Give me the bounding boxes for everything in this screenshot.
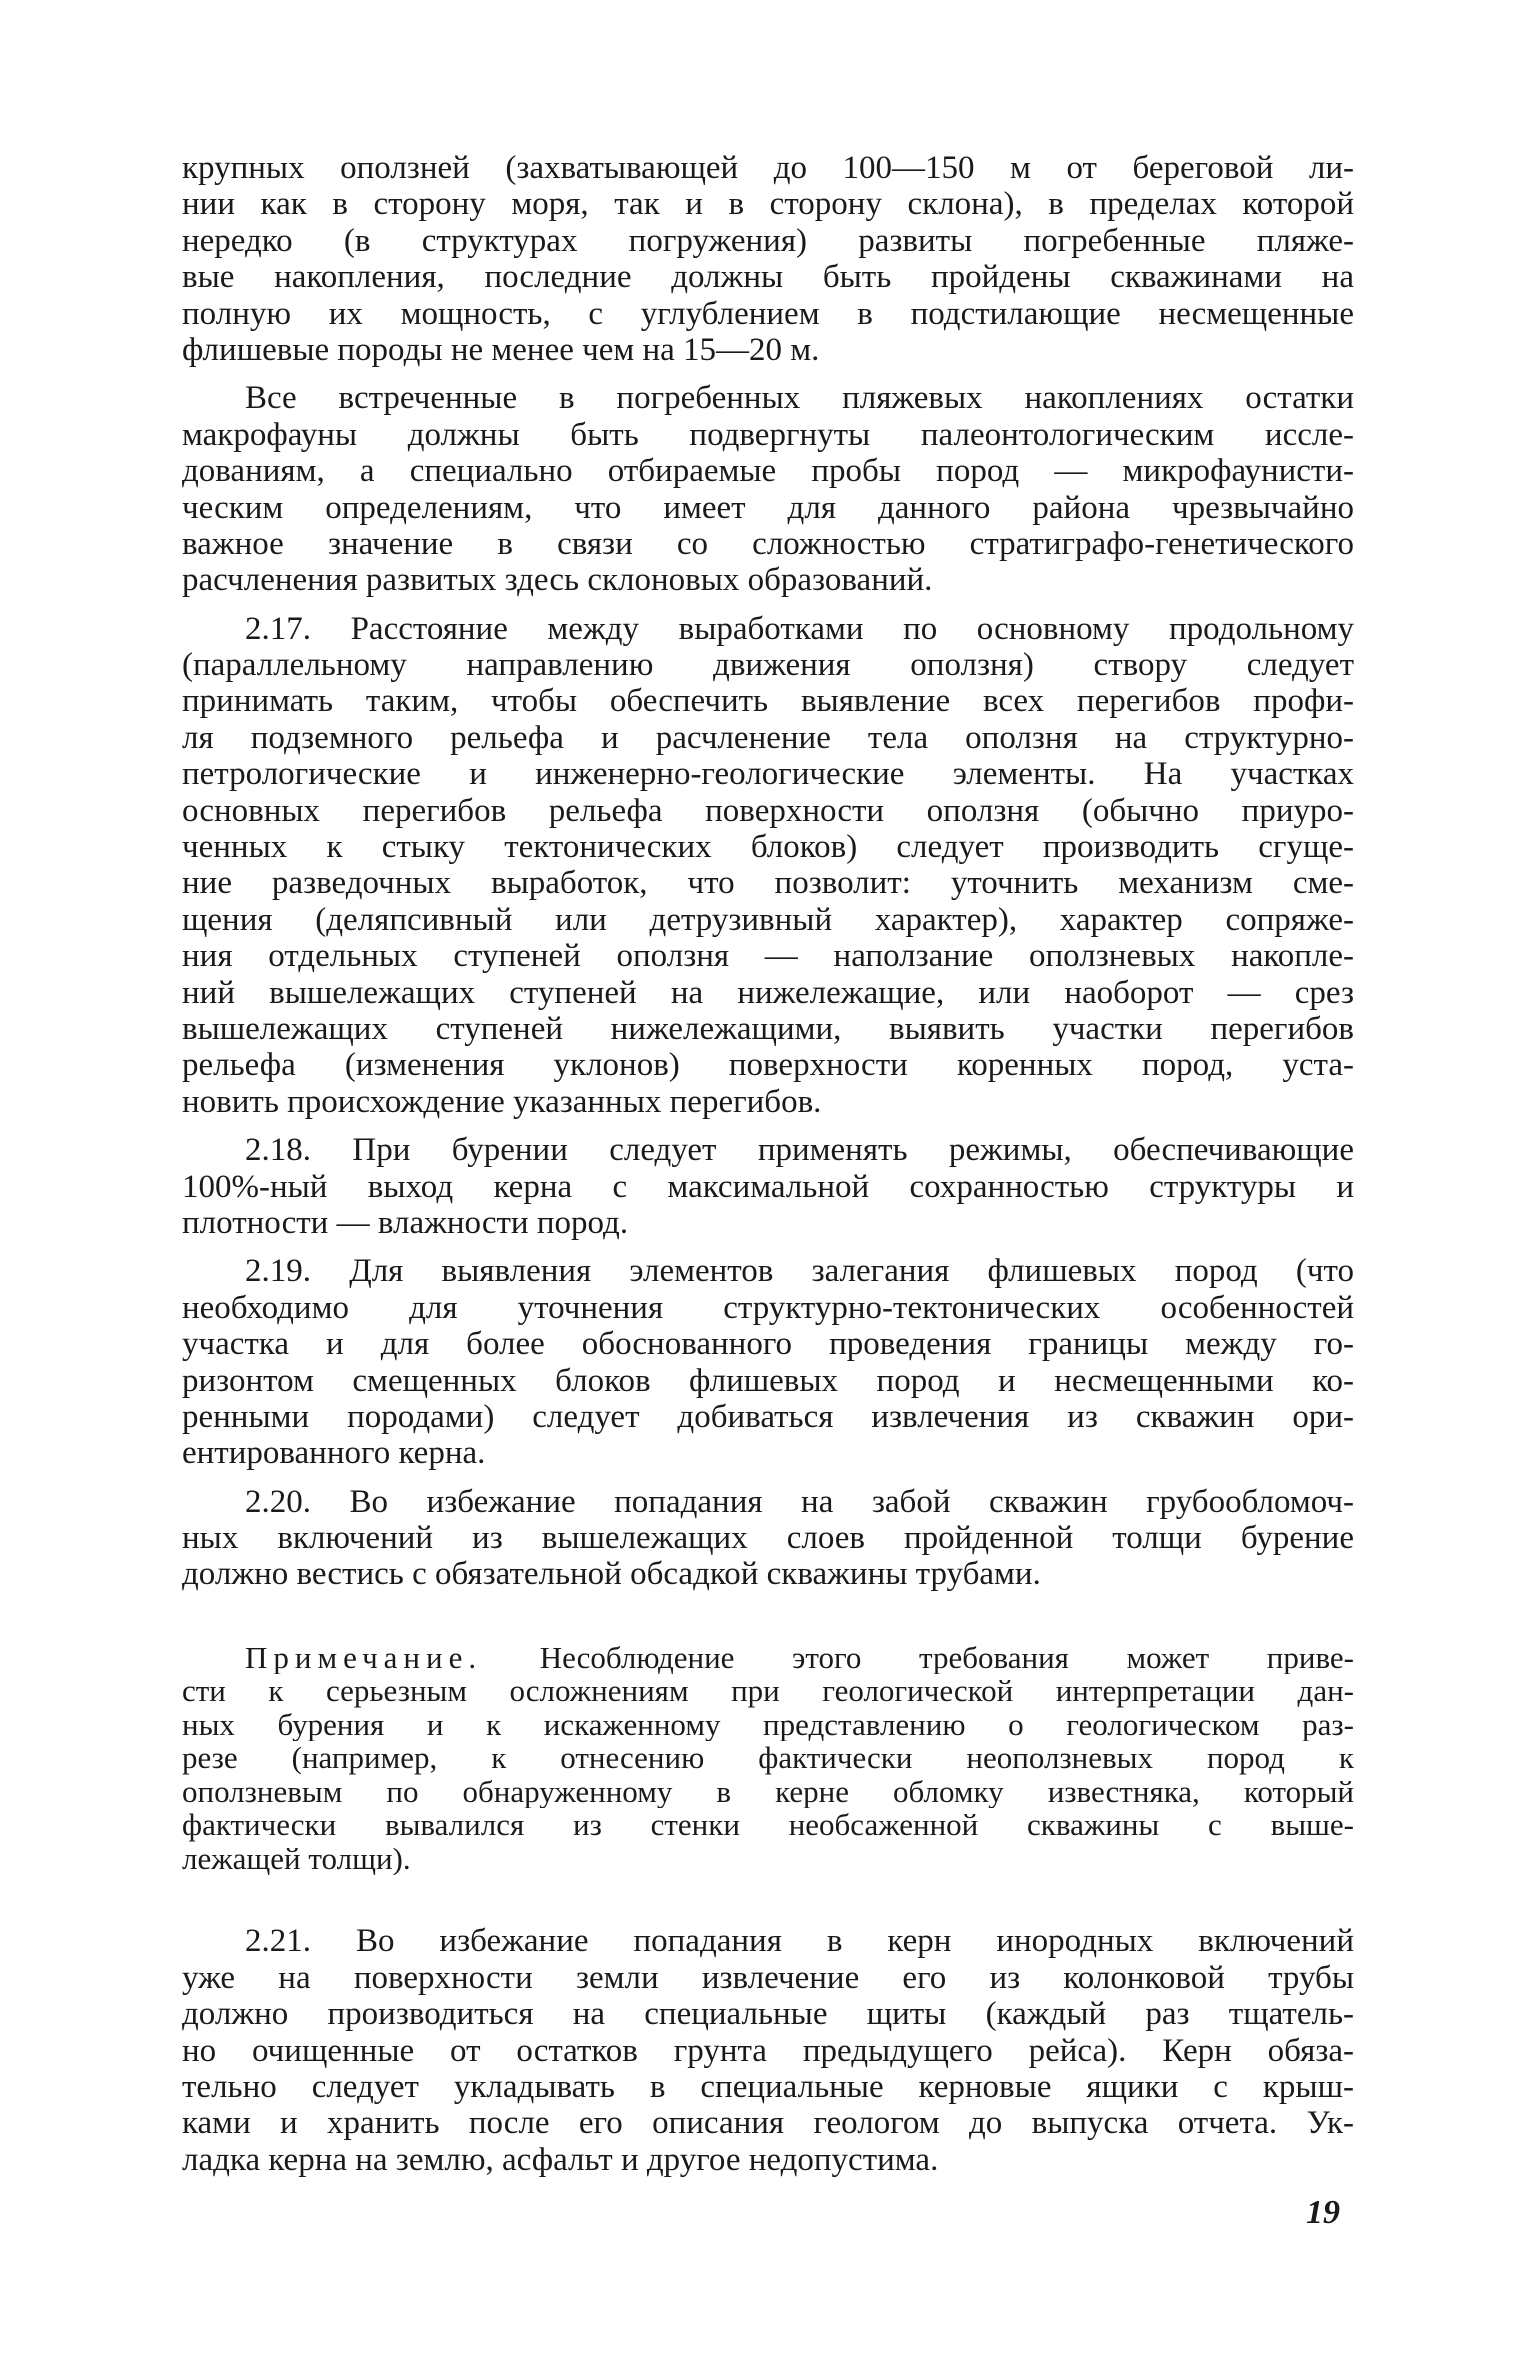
text-line: ками и хранить после его описания геологом до выпуска отчета. Ук-: [182, 2105, 1354, 2142]
text-line: но очищенные от остатков грунта предыдущего рейса). Керн обяза-: [182, 2032, 1354, 2069]
text-line: вышележащих ступеней нижележащими, выявить участки перегибов: [182, 1010, 1354, 1047]
text-line: важное значение в связи со сложностью стратиграфо-генетического: [182, 525, 1354, 562]
paragraph-2-20: [182, 1484, 1354, 1593]
text-line: (параллельному направлению движения оползня) створу следует: [182, 647, 1354, 684]
paragraph-2-17: [182, 611, 1354, 1120]
text-line: плотности — влажности пород.: [182, 1204, 629, 1241]
text-line: ченных к стыку тектонических блоков) следует производить сгуще-: [182, 829, 1354, 866]
text-line: основных перегибов рельефа поверхности оползня (обычно приуро-: [182, 792, 1354, 829]
text-line: ладка керна на землю, асфальт и другое недопустима.: [182, 2141, 939, 2178]
text-line: ренными породами) следует добиваться извлечения из скважин ори-: [182, 1398, 1354, 1435]
text-line: 2.19. Для выявления элементов залегания флишевых пород (что: [245, 1253, 1354, 1290]
text-line: ческим определениям, что имеет для данного района чрезвычайно: [182, 489, 1354, 526]
text-line: ных включений из вышележащих слоев пройденной толщи бурение: [182, 1520, 1354, 1557]
text-line: петрологические и инженерно-геологические элементы. На участках: [182, 756, 1354, 793]
text-line: 100%-ный выход керна с максимальной сохранностью структуры и: [182, 1168, 1354, 1205]
text-line: ний вышележащих ступеней на нижележащие, или наоборот — срез: [182, 974, 1354, 1011]
text-line: флишевые породы не менее чем на 15—20 м.: [182, 331, 820, 368]
text-line: участка и для более обоснованного проведения границы между го-: [182, 1326, 1354, 1363]
text-line: расчленения развитых здесь склоновых образований.: [182, 562, 933, 599]
note-block: [182, 1641, 1354, 1876]
text-line: ентированного керна.: [182, 1435, 486, 1472]
text-line: нередко (в структурах погружения) развиты погребенные пляже-: [182, 222, 1354, 259]
text-line: полную их мощность, с углублением в подстилающие несмещенные: [182, 295, 1354, 332]
document-page: [182, 150, 1354, 2190]
text-line: ных бурения и к искаженному представлению о геологическом раз-: [182, 1707, 1354, 1742]
text-line: щения (деляпсивный или детрузивный характер), характер сопряже-: [182, 901, 1354, 938]
paragraph-2-19: [182, 1253, 1354, 1471]
paragraph-continuation: [182, 150, 1354, 368]
text-line: 2.18. При бурении следует применять режимы, обеспечивающие: [245, 1132, 1354, 1169]
text-line: новить происхождение указанных перегибов.: [182, 1083, 822, 1120]
paragraph-2-18: [182, 1132, 1354, 1241]
paragraph-macrofauna: [182, 380, 1354, 598]
text-line: ля подземного рельефа и расчленение тела оползня на структурно-: [182, 719, 1354, 756]
text-line: дованиям, а специально отбираемые пробы пород — микрофаунисти-: [182, 453, 1354, 490]
text-line: вые накопления, последние должны быть пройдены скважинами на: [182, 259, 1354, 296]
text-line: оползневым по обнаруженному в керне обломку известняка, который: [182, 1774, 1354, 1809]
text-line: сти к серьезным осложнениям при геологической интерпретации дан-: [182, 1674, 1354, 1708]
text-line: 2.20. Во избежание попадания на забой скважин грубообломоч-: [245, 1483, 1354, 1520]
text-line: 2.17. Расстояние между выработками по основному продольному: [245, 610, 1354, 647]
text-line: резе (например, к отнесению фактически неоползневых пород к: [182, 1741, 1354, 1775]
text-line: 2.21. Во избежание попадания в керн инородных включений: [245, 1923, 1354, 1960]
text-line: нии как в сторону моря, так и в сторону склона), в пределах которой: [182, 186, 1354, 223]
text-line: рельефа (изменения уклонов) поверхности коренных пород, уста-: [182, 1047, 1354, 1084]
text-line: ризонтом смещенных блоков флишевых пород и несмещенными ко-: [182, 1362, 1354, 1399]
text-line: тельно следует укладывать в специальные керновые ящики с крыш-: [182, 2068, 1354, 2105]
page-number: 19: [1306, 2194, 1340, 2231]
text-line: ния отдельных ступеней оползня — наползание оползневых накопле-: [182, 938, 1354, 975]
text-line: принимать таким, чтобы обеспечить выявление всех перегибов профи-: [182, 683, 1354, 720]
note-label: Примечание.: [245, 1640, 483, 1675]
text-line: крупных оползней (захватывающей до 100—150 м от береговой ли-: [182, 150, 1354, 186]
text-line: уже на поверхности земли извлечение его из колонковой трубы: [182, 1959, 1354, 1996]
text-line: ние разведочных выработок, что позволит: уточнить механизм сме-: [182, 865, 1354, 902]
text-line: фактически вывалился из стенки необсаженной скважины с выше-: [182, 1808, 1354, 1842]
note-first-line-text: Несоблюдение этого требования может приве-: [539, 1640, 1354, 1675]
text-line: необходимо для уточнения структурно-тектонических особенностей: [182, 1289, 1354, 1326]
paragraph-2-21: [182, 1923, 1354, 2178]
text-line: должно производиться на специальные щиты (каждый раз тщатель-: [182, 1996, 1354, 2033]
text-line: лежащей толщи).: [182, 1841, 411, 1876]
text-line: Все встреченные в погребенных пляжевых накоплениях остатки: [245, 380, 1354, 417]
text-line: макрофауны должны быть подвергнуты палеонтологическим иссле-: [182, 416, 1354, 453]
text-line: должно вестись с обязательной обсадкой скважины трубами.: [182, 1556, 1041, 1593]
note-first-line: [182, 1641, 1354, 1675]
